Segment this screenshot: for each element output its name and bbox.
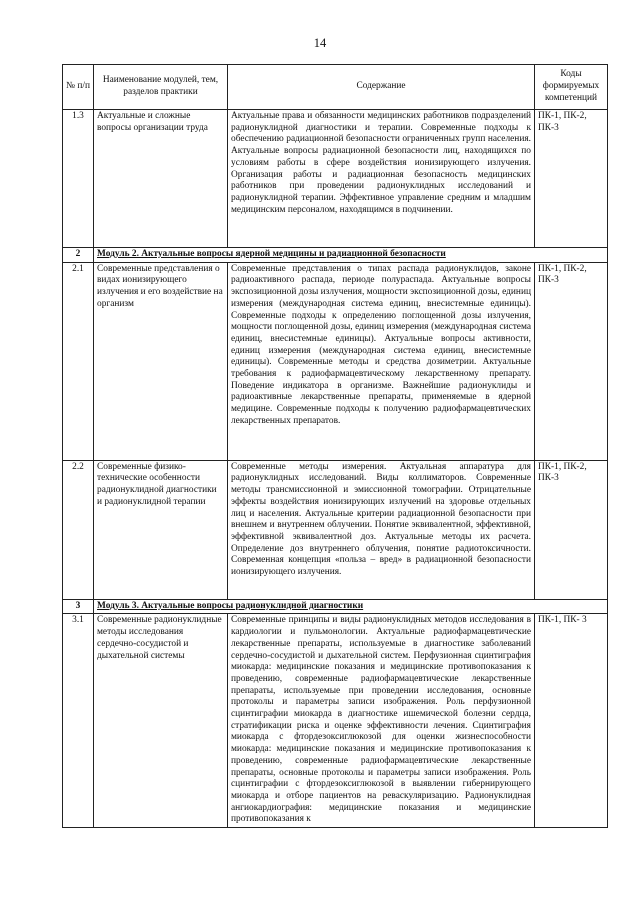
row-codes: ПК-1, ПК- 3 (535, 614, 608, 828)
table-header-row (63, 65, 608, 110)
header-content: Содержание (228, 65, 535, 110)
module-num: 3 (63, 599, 94, 614)
row-name: Современные физико-технические особенности радионуклидной диагностики и радионуклидной терапии (94, 460, 228, 599)
table-row (63, 110, 608, 248)
table-row (63, 262, 608, 460)
row-num: 1.3 (63, 110, 94, 248)
module-row (63, 599, 608, 614)
row-name: Современные радионуклидные методы исследования сердечно-сосудистой и дыхательной системы (94, 614, 228, 828)
module-title: Модуль 2. Актуальные вопросы ядерной медицины и радиационной безопасности (94, 248, 608, 263)
header-codes: Коды формируемых компетенций (535, 65, 608, 110)
row-name: Современные представления о видах ионизирующего излучения и его воздействие на организм (94, 262, 228, 460)
curriculum-table (62, 64, 608, 828)
page-number: 14 (313, 36, 327, 50)
module-title: Модуль 3. Актуальные вопросы радионуклидной диагностики (94, 599, 608, 614)
table-row (63, 460, 608, 599)
header-num: № п/п (63, 65, 94, 110)
module-row (63, 248, 608, 263)
table-row (63, 614, 608, 828)
row-num: 3.1 (63, 614, 94, 828)
row-codes: ПК-1, ПК-2, ПК-3 (535, 110, 608, 248)
row-num: 2.2 (63, 460, 94, 599)
row-codes: ПК-1, ПК-2, ПК-3 (535, 262, 608, 460)
header-name: Наименование модулей, тем, разделов практики (94, 65, 228, 110)
row-content: Современные методы измерения. Актуальная аппаратура для радионуклидных исследований. Виды коллиматоров. Современные методы трансмиссионной и эмиссионной томографии. Отрицательные эффекты воздействия ионизирующих излучений на здоровье отдельных лиц и населения. Актуальные критерии радиационной безопасности при внешнем и внутреннем облучении. Понятие эквивалентной, эффективной, эффективной эквивалентной доз. Актуальные методы их расчета. Определение доз внутреннего облучения, понятие радиотоксичности. Современная концепция «польза – вред» в радиационной безопасности ионизирующего излучения. (228, 460, 535, 599)
row-content: Актуальные права и обязанности медицинских работников подразделений радионуклидной диагностики и терапии. Современные подходы к обеспечению радиационной безопасности ограниченных групп населения. Актуальные вопросы радиационной безопасности лиц, находящихся по условиям работы в сфере воздействия ионизирующего излучения. Организация работы и радиационная безопасность медицинских работников при проведении радионуклидных исследований и радионуклидной терапии. Эффективное управление средним и младшим медицинским персоналом, находящимся в подчинении. (228, 110, 535, 248)
module-num: 2 (63, 248, 94, 263)
row-name: Актуальные и сложные вопросы организации труда (94, 110, 228, 248)
row-num: 2.1 (63, 262, 94, 460)
row-content: Современные представления о типах распада радионуклидов, законе радиоактивного распада, периоде полураспада. Актуальные вопросы экспозиционной дозы излучения, мощности экспозиционной дозы, единиц измерения (международная система единиц, внесистемные единицы). Современные подходы к определению поглощенной дозы излучения, мощности поглощенной дозы, единиц измерения (международная система единиц, внесистемные единицы). Актуальные вопросы активности, единиц измерения (международная система единиц, внесистемные единицы). Современные методы и средства дозиметрии. Актуальные требования к радиофармацевтическому лекарственному препарату. Поведение индикатора в организме. Важнейшие радионуклиды и радиоактивные лекарственные препараты, применяемые в ядерной медицине. Современные подходы к получению радиофармацевтических лекарственных препаратов. (228, 262, 535, 460)
row-content: Современные принципы и виды радионуклидных методов исследования в кардиологии и пульмонологии. Актуальные радиофармацевтические лекарственные препараты, используемые в диагностике заболеваний сердечно-сосудистой и дыхательной систем. Перфузионная сцинтиграфия миокарда: медицинские показания и медицинские противопоказания к проведению, современные радиофармацевтические лекарственные препараты, используемые при проведении исследования, основные протоколы и параметры записи изображения. Роль перфузионной сцинтиграфии миокарда в диагностике ишемической болезни сердца, стратификации риска и оценке эффективности лечения. Сцинтиграфия миокарда с фтордезоксиглюкозой для оценки жизнеспособности миокарда: медицинские показания и медицинские противопоказания к проведению, современные радиофармацевтические лекарственные препараты, основные протоколы и параметры записи изображения. Роль сцинтиграфии с фтордезоксиглюкозой в выявлении гибернирующего миокарда и отборе пациентов на реваскуляризацию. Радионуклидная ангиокардиография: медицинские показания и медицинские противопоказания к (228, 614, 535, 828)
row-codes: ПК-1, ПК-2, ПК-3 (535, 460, 608, 599)
